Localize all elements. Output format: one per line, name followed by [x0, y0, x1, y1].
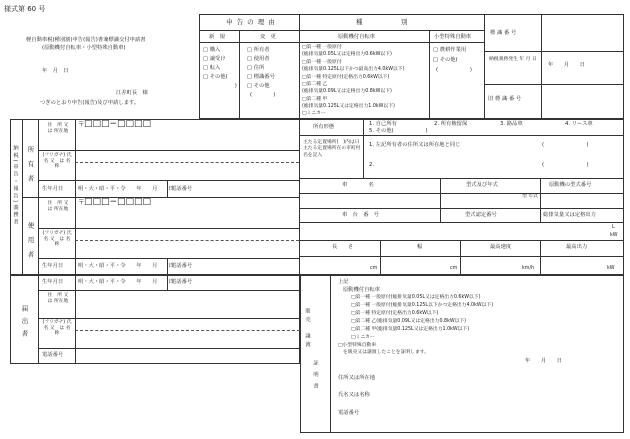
unit-l: L	[612, 225, 615, 230]
reporter-phone-label-2: 電話番号	[42, 352, 64, 358]
ownership-option[interactable]: 2. 所有権留保	[434, 121, 468, 127]
unit-kw: kW	[610, 233, 618, 238]
special-item[interactable]: □ 農耕作業用	[433, 47, 467, 53]
form-subtitle: (原動機付自転車・小型特殊自動車)	[42, 45, 126, 51]
change-item[interactable]: □ 標識番号	[247, 74, 275, 80]
special-header: 小型特殊自動車	[434, 34, 472, 40]
displacement-label: 総排気量又は定格出力	[543, 212, 596, 218]
reporter-address-label: 住 所 又 は 所在地	[47, 293, 74, 304]
change-header: 変 更	[260, 34, 276, 40]
owner-postal-boxes[interactable]: □□□−□□□□	[84, 119, 152, 129]
location-label: 主たる定置場所( )内は日主たる定置場所在の市町村名を記入	[303, 140, 361, 158]
user-address-label: 住 所 又 は 所在地	[47, 201, 74, 212]
unit-cm: cm	[450, 266, 458, 271]
moped-item-note: (総排気量0.125L以下かつ最高出力4.0kW以下)	[302, 67, 405, 72]
unit-kmh: km/h	[522, 266, 535, 271]
location-paren: ( )	[542, 162, 589, 168]
moped-header: 原動機付自転車	[338, 34, 376, 40]
plate-number-label: 標 識 番 号	[490, 30, 517, 36]
special-item[interactable]: □ その他(	[433, 57, 458, 63]
statement: つぎのとおり申告(報告)及び申請します。	[40, 100, 140, 106]
height-label: 最高速度	[490, 244, 512, 250]
new-item[interactable]: □ 譲受け	[203, 56, 226, 62]
reporter-birth-value[interactable]: 明・大・昭・平・令 年 月 日	[78, 279, 174, 285]
moped-item[interactable]: □第一種 特定原付(定格出力0.6kW以下)	[302, 75, 390, 80]
special-item-paren: ( )	[436, 67, 472, 73]
unit-power: kW	[607, 266, 615, 271]
transfer-label-main: 証明書	[312, 360, 319, 394]
user-postal-prefix: 〒	[78, 198, 85, 206]
model-sub: 型 年式	[522, 194, 538, 199]
width-label: 幅	[417, 244, 423, 250]
model-label: 型式及び年式	[466, 182, 498, 188]
engine-label: 原動機の型式番号	[549, 182, 592, 188]
ownership-option[interactable]: 3. 路品車	[500, 121, 523, 127]
user-birth-label: 生年月日	[42, 263, 64, 269]
moped-item[interactable]: □第二種 乙	[302, 82, 328, 87]
form-number: 様式第 60 号	[4, 5, 46, 13]
location-option[interactable]: 2.	[369, 162, 375, 168]
new-header: 新 規	[209, 34, 225, 40]
owner-address-label: 住 所 又 は 所在地	[47, 123, 74, 134]
transfer-item[interactable]: □第一種 一般原付(総排気量0.05L又は定格出力0.6kW以下)	[351, 295, 481, 300]
moped-item[interactable]: □第一種 一般原付	[302, 45, 342, 50]
cert-number-label: 型式認定番号	[465, 212, 497, 218]
kind-header: 種 別	[356, 18, 409, 26]
reporter-label: 届出者	[20, 305, 29, 343]
change-item[interactable]: □ その他	[247, 83, 270, 89]
user-postal-boxes[interactable]: □□□−□□□□	[84, 197, 152, 207]
issue-date-label: 納税義務発生 年 月 日	[489, 57, 537, 62]
taxpayer-group-label: 納税(申告・報告)義務者	[12, 145, 19, 227]
new-item-paren: )	[203, 83, 237, 89]
owner-section-label: 所有者	[26, 146, 35, 190]
user-phone-label: 電話番号	[171, 263, 193, 269]
power-label: 最高出力	[566, 244, 588, 250]
frame-number-label: 車 台 番 号	[342, 212, 380, 218]
transfer-special[interactable]: □小型特殊自動車	[338, 343, 377, 348]
owner-phone-label: 電話番号	[171, 186, 193, 192]
moped-item[interactable]: □ミニカー	[302, 111, 326, 116]
new-item[interactable]: □ 購入	[203, 47, 221, 53]
location-paren: ( )	[542, 142, 589, 148]
moped-item[interactable]: □第一種 一般原付	[302, 60, 342, 65]
user-section-label: 使用者	[26, 222, 35, 266]
user-birth-value[interactable]: 明・大・昭・平・令 年 月 日	[78, 263, 174, 269]
header-date: 年 月 日	[42, 68, 69, 74]
length-label: 長 さ	[332, 244, 354, 250]
addressee: 江差町長 様	[116, 90, 148, 96]
reporter-name-label: (フリガナ) 氏 名 又 は 名 称	[42, 320, 77, 337]
ownership-label: 所有形態	[313, 124, 335, 130]
reason-header: 申 告 の 理 由	[226, 18, 276, 26]
old-plate-label: 旧 標 識 番 号	[488, 96, 522, 102]
owner-birth-label: 生年月日	[42, 186, 64, 192]
issue-date-value[interactable]: 年 月 日	[548, 62, 586, 68]
ownership-option[interactable]: 4. リース車	[565, 121, 593, 127]
moped-item-note: (総排気量0.125L又は定格出力1.0kW以下)	[302, 104, 395, 109]
transfer-label-left: 販売 譲渡	[304, 308, 311, 350]
reporter-birth-label: 生年月日	[42, 279, 64, 285]
transfer-address-label: 住所又は所在地	[338, 375, 376, 381]
transfer-date[interactable]: 年 月 日	[525, 358, 563, 364]
transfer-sub: 原動機付自転車	[343, 287, 381, 293]
transfer-name-label: 氏名又は名称	[338, 392, 370, 398]
user-name-label: (フリガナ) 氏 名 又 は 名 称	[42, 231, 77, 248]
change-item[interactable]: □ 使用者	[247, 56, 270, 62]
transfer-item[interactable]: □ミニカー	[351, 335, 375, 340]
transfer-item[interactable]: □第二種 乙(総排気量0.09L又は定格出力0.8kW以下)	[351, 319, 467, 324]
owner-birth-value[interactable]: 明・大・昭・平・令 年 月 日	[78, 186, 174, 192]
reporter-phone-label: 電話番号	[171, 279, 193, 285]
new-item[interactable]: □ その他(	[203, 74, 228, 80]
transfer-statement: を販売又は譲渡したことを証明します。	[343, 350, 429, 355]
new-item[interactable]: □ 転入	[203, 65, 221, 71]
moped-item-note: (総排気量0.09L又は定格出力0.8kW以下)	[302, 89, 392, 94]
transfer-item[interactable]: □第二種 甲(総排気量0.125L又は定格出力1.0kW以下)	[351, 327, 470, 332]
ownership-option[interactable]: 5. その他( )	[369, 128, 428, 134]
change-item-paren: ( )	[250, 92, 276, 98]
transfer-heading: 上記	[338, 279, 349, 285]
owner-name-label: (フリガナ) 氏 名 又 は 名 称	[42, 153, 77, 170]
transfer-item[interactable]: □第一種 一般原付(総排気量0.125L以下かつ定格出力4.0kW以下)	[351, 303, 494, 308]
change-item[interactable]: □ 住所	[247, 65, 265, 71]
moped-item-note: (総排気量0.05L又は定格出力0.6kW以下)	[302, 52, 392, 57]
vehicle-name-label: 車 名	[342, 182, 374, 188]
transfer-phone-label: 電話番号	[338, 410, 360, 416]
ownership-option[interactable]: 1. 自己所有	[369, 121, 397, 127]
form-title: 軽自動車税(種別割)申告(報告)書兼標識交付申請書	[26, 37, 146, 43]
moped-item[interactable]: □第二種 甲	[302, 97, 328, 102]
owner-postal-prefix: 〒	[78, 120, 85, 128]
unit-cm: cm	[370, 266, 378, 271]
location-option[interactable]: 1. 左記所有者の住所又は所在地と同じ	[369, 142, 461, 148]
change-item[interactable]: □ 所有者	[247, 47, 270, 53]
transfer-item[interactable]: □第一種 特定原付(定格出力0.6kW以下)	[351, 311, 439, 316]
